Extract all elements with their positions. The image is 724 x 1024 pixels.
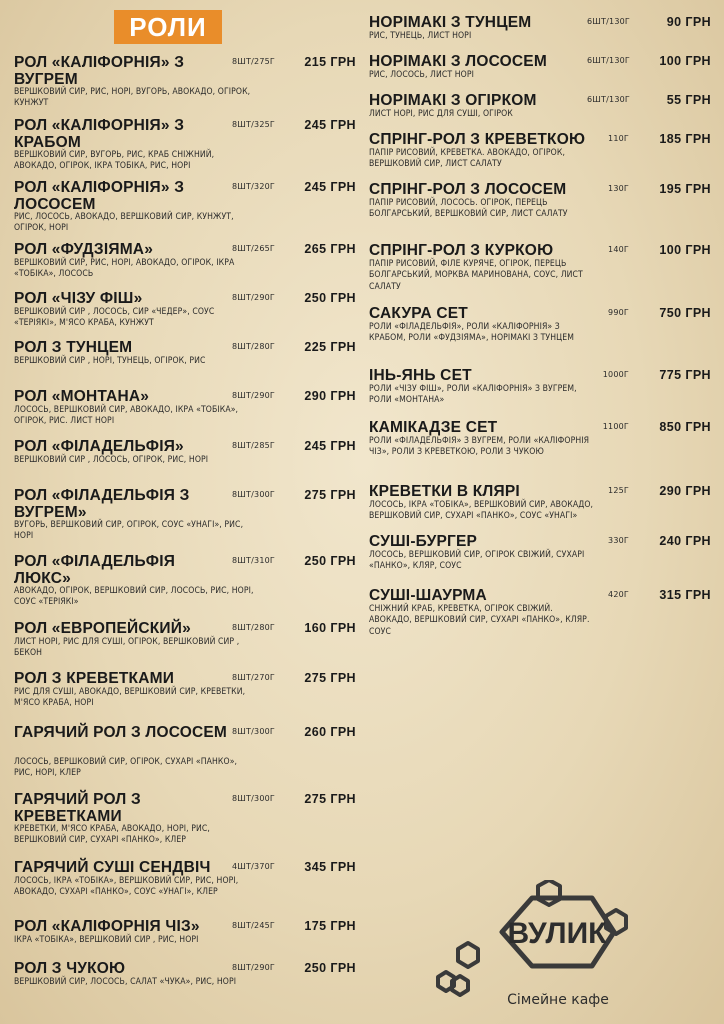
item-weight: 140Г [608, 245, 629, 254]
brand-logo [432, 880, 632, 1010]
item-description: ВЕРШКОВИЙ СИР, РИС, НОРІ, АВОКАДО, ОГІРОК, ІКРА «ТОБІКА», ЛОСОСЬ [14, 258, 235, 280]
item-name: РОЛ З ЧУКОЮ [14, 960, 126, 977]
item-weight: 8ШТ/275Г [232, 57, 275, 66]
item-price: 245 ГРН [304, 118, 356, 132]
item-description: АВОКАДО, ОГІРОК, ВЕРШКОВИЙ СИР, ЛОСОСЬ, РИС, НОРІ, СОУС «ТЕРІЯКІ» [14, 586, 254, 608]
item-description: РИС ДЛЯ СУШІ, АВОКАДО, ВЕРШКОВИЙ СИР, КРЕВЕТКИ, М'ЯСО КРАБА, НОРІ [14, 687, 246, 709]
item-weight: 8ШТ/300Г [232, 794, 275, 803]
item-description: СНІЖНИЙ КРАБ, КРЕВЕТКА, ОГІРОК СВІЖИЙ. АВОКАДО, ВЕРШКОВИЙ СИР, СУХАРІ «ПАНКО», КЛЯР. СОУС [369, 604, 590, 637]
item-name: ГАРЯЧИЙ СУШІ СЕНДВІЧ [14, 859, 211, 876]
item-weight: 8ШТ/270Г [232, 673, 275, 682]
item-weight: 8ШТ/280Г [232, 342, 275, 351]
item-weight: 330Г [608, 536, 629, 545]
item-weight: 6ШТ/130Г [587, 56, 630, 65]
item-name: СУШІ-ШАУРМА [369, 587, 487, 604]
item-description: ЛИСТ НОРІ, РИС ДЛЯ СУШІ, ОГІРОК, ВЕРШКОВИЙ СИР , БЕКОН [14, 637, 240, 659]
item-price: 850 ГРН [659, 420, 711, 434]
item-name: РОЛ «ФІЛАДЕЛЬФІЯ» [14, 438, 184, 455]
item-weight: 8ШТ/320Г [232, 182, 275, 191]
item-price: 275 ГРН [304, 792, 356, 806]
item-description: ВЕРШКОВИЙ СИР, ЛОСОСЬ, САЛАТ «ЧУКА», РИС, НОРІ [14, 977, 237, 987]
item-name: СПРІНГ-РОЛ З КРЕВЕТКОЮ [369, 131, 586, 148]
item-name: КАМІКАДЗЕ СЕТ [369, 419, 498, 436]
item-price: 250 ГРН [304, 554, 356, 568]
item-price: 315 ГРН [659, 588, 711, 602]
item-price: 90 ГРН [666, 15, 711, 29]
item-description: РИС, ТУНЕЦЬ, ЛИСТ НОРІ [369, 31, 472, 41]
item-description: ВЕРШКОВИЙ СИР, ВУГОРЬ, РИС, КРАБ СНІЖНИЙ, АВОКАДО, ОГІРОК, ІКРА ТОБІКА, РИС, НОРІ [14, 150, 215, 172]
item-name: НОРІМАКІ З ЛОСОСЕМ [369, 53, 547, 70]
item-price: 290 ГРН [304, 389, 356, 403]
hexagon-icon [458, 943, 478, 967]
item-price: 775 ГРН [659, 368, 711, 382]
item-name: РОЛ З КРЕВЕТКАМИ [14, 670, 175, 687]
item-name: РОЛ «КАЛІФОРНІЯ» З ВУГРЕМ [14, 54, 185, 88]
item-weight: 8ШТ/300Г [232, 727, 275, 736]
item-price: 185 ГРН [659, 132, 711, 146]
item-description: ВЕРШКОВИЙ СИР , НОРІ, ТУНЕЦЬ, ОГІРОК, РИС [14, 356, 206, 366]
item-name: РОЛ «ФІЛАДЕЛЬФІЯ ЛЮКС» [14, 553, 176, 587]
item-weight: 6ШТ/130Г [587, 95, 630, 104]
item-weight: 8ШТ/290Г [232, 963, 275, 972]
item-description: ЛОСОСЬ, ІКРА «ТОБІКА», ВЕРШКОВИЙ СИР, РИС, НОРІ, АВОКАДО, СУХАРІ «ПАНКО», СОУС «УНАГІ», КЛЕР [14, 876, 239, 898]
item-description: ВЕРШКОВИЙ СИР , ЛОСОСЬ, ОГІРОК, РИС, НОРІ [14, 455, 209, 465]
item-name: РОЛ «МОНТАНА» [14, 388, 150, 405]
item-price: 345 ГРН [304, 860, 356, 874]
item-description: ПАПІР РИСОВИЙ, КРЕВЕТКА. АВОКАДО, ОГІРОК, ВЕРШКОВИЙ СИР, ЛИСТ САЛАТУ [369, 148, 566, 170]
item-name: РОЛ «ЕВРОПЕЙСКИЙ» [14, 620, 191, 637]
item-name: НОРІМАКІ З ТУНЦЕМ [369, 14, 532, 31]
item-weight: 8ШТ/245Г [232, 921, 275, 930]
item-price: 160 ГРН [304, 621, 356, 635]
item-price: 225 ГРН [304, 340, 356, 354]
item-weight: 990Г [608, 308, 629, 317]
item-description: ВУГОРЬ, ВЕРШКОВИЙ СИР, ОГІРОК, СОУС «УНАГІ», РИС, НОРІ [14, 520, 244, 542]
item-weight: 8ШТ/300Г [232, 490, 275, 499]
item-name: РОЛ «КАЛІФОРНІЯ ЧІЗ» [14, 918, 200, 935]
item-name: ІНЬ-ЯНЬ СЕТ [369, 367, 472, 384]
item-description: ВЕРШКОВИЙ СИР , ЛОСОСЬ, СИР «ЧЕДЕР», СОУС «ТЕРІЯКІ», М'ЯСО КРАБА, КУНЖУТ [14, 307, 215, 329]
item-description: ВЕРШКОВИЙ СИР, РИС, НОРІ, ВУГОРЬ, АВОКАДО, ОГІРОК, КУНЖУТ [14, 87, 251, 109]
item-description: РОЛИ «ФІЛАДЕЛЬФІЯ», РОЛИ «КАЛІФОРНІЯ» З КРАБОМ, РОЛИ «ФУДЗІЯМА», НОРІМАКІ З ТУНЦЕМ [369, 322, 574, 344]
item-name: СПРІНГ-РОЛ З ЛОСОСЕМ [369, 181, 567, 198]
item-price: 240 ГРН [659, 534, 711, 548]
hexagon-icon [538, 880, 560, 905]
item-weight: 8ШТ/280Г [232, 623, 275, 632]
item-price: 750 ГРН [659, 306, 711, 320]
logo-tagline: Сімейне кафе [507, 992, 609, 1008]
item-name: ГАРЯЧИЙ РОЛ З ЛОСОСЕМ [14, 724, 228, 741]
item-weight: 8ШТ/265Г [232, 244, 275, 253]
item-weight: 8ШТ/290Г [232, 293, 275, 302]
item-description: ЛОСОСЬ, ВЕРШКОВИЙ СИР, АВОКАДО, ІКРА «ТОБІКА», ОГІРОК, РИС. ЛИСТ НОРІ [14, 405, 239, 427]
item-description: ЛОСОСЬ, ВЕРШКОВИЙ СИР, ОГІРОК СВІЖИЙ, СУХАРІ «ПАНКО», КЛЯР, СОУС [369, 550, 585, 572]
item-price: 195 ГРН [659, 182, 711, 196]
item-description: РОЛИ «ФІЛАДЕЛЬФІЯ» З ВУГРЕМ, РОЛИ «КАЛІФОРНІЯ ЧІЗ», РОЛИ З КРЕВЕТКОЮ, РОЛИ З ЧУКОЮ [369, 436, 590, 458]
item-price: 245 ГРН [304, 439, 356, 453]
item-description: ЛОСОСЬ, ІКРА «ТОБІКА», ВЕРШКОВИЙ СИР, АВОКАДО, ВЕРШКОВИЙ СИР, СУХАРІ «ПАНКО», СОУС «УНАГІ» [369, 500, 594, 522]
item-description: ЛОСОСЬ, ВЕРШКОВИЙ СИР, ОГІРОК, СУХАРІ «ПАНКО», РИС, НОРІ, КЛЕР [14, 757, 238, 779]
item-name: КРЕВЕТКИ В КЛЯРІ [369, 483, 520, 500]
item-weight: 4ШТ/370Г [232, 862, 275, 871]
item-name: РОЛ З ТУНЦЕМ [14, 339, 133, 356]
item-price: 290 ГРН [659, 484, 711, 498]
item-price: 245 ГРН [304, 180, 356, 194]
item-name: РОЛ «ЧІЗУ ФІШ» [14, 290, 143, 307]
item-price: 100 ГРН [659, 54, 711, 68]
item-description: ЛИСТ НОРІ, РИС ДЛЯ СУШІ, ОГІРОК [369, 109, 513, 119]
item-weight: 1000Г [602, 370, 629, 379]
item-description: РИС, ЛОСОСЬ, ЛИСТ НОРІ [369, 70, 474, 80]
item-price: 215 ГРН [304, 55, 356, 69]
item-price: 250 ГРН [304, 961, 356, 975]
logo-brand: ВУЛИК [507, 917, 607, 950]
item-description: РОЛИ «ЧІЗУ ФІШ», РОЛИ «КАЛІФОРНІЯ» З ВУГРЕМ, РОЛИ «МОНТАНА» [369, 384, 577, 406]
item-price: 260 ГРН [304, 725, 356, 739]
item-weight: 130Г [608, 184, 629, 193]
item-name: САКУРА СЕТ [369, 305, 468, 322]
item-name: РОЛ «КАЛІФОРНІЯ» З КРАБОМ [14, 117, 185, 151]
item-description: ІКРА «ТОБІКА», ВЕРШКОВИЙ СИР , РИС, НОРІ [14, 935, 199, 945]
item-price: 265 ГРН [304, 242, 356, 256]
item-weight: 1100Г [602, 422, 629, 431]
item-price: 275 ГРН [304, 671, 356, 685]
item-name: НОРІМАКІ З ОГІРКОМ [369, 92, 537, 109]
item-description: КРЕВЕТКИ, М'ЯСО КРАБА, АВОКАДО, НОРІ, РИС, ВЕРШКОВИЙ СИР, СУХАРІ «ПАНКО», КЛЕР [14, 824, 210, 846]
item-price: 275 ГРН [304, 488, 356, 502]
item-name: ГАРЯЧИЙ РОЛ З КРЕВЕТКАМИ [14, 791, 141, 825]
item-name: РОЛ «ФІЛАДЕЛЬФІЯ З ВУГРЕМ» [14, 487, 190, 521]
item-name: РОЛ «КАЛІФОРНІЯ» З ЛОСОСЕМ [14, 179, 185, 213]
item-price: 250 ГРН [304, 291, 356, 305]
section-heading: РОЛИ [114, 10, 222, 44]
item-description: ПАПІР РИСОВИЙ, ФІЛЕ КУРЯЧЕ, ОГІРОК, ПЕРЕЦЬ БОЛГАРСЬКИЙ, МОРКВА МАРИНОВАНА, СОУС, ЛИСТ САЛАТУ [369, 259, 583, 292]
item-weight: 8ШТ/290Г [232, 391, 275, 400]
item-weight: 8ШТ/310Г [232, 556, 275, 565]
item-description: РИС, ЛОСОСЬ, АВОКАДО, ВЕРШКОВИЙ СИР, КУНЖУТ, ОГІРОК, НОРІ [14, 212, 234, 234]
item-weight: 110Г [608, 134, 629, 143]
item-price: 55 ГРН [666, 93, 711, 107]
item-weight: 8ШТ/285Г [232, 441, 275, 450]
item-weight: 6ШТ/130Г [587, 17, 630, 26]
item-weight: 125Г [608, 486, 629, 495]
item-name: СУШІ-БУРГЕР [369, 533, 478, 550]
item-description: ПАПІР РИСОВИЙ, ЛОСОСЬ. ОГІРОК, ПЕРЕЦЬ БОЛГАРСЬКИЙ, ВЕРШКОВИЙ СИР, ЛИСТ САЛАТУ [369, 198, 568, 220]
item-name: СПРІНГ-РОЛ З КУРКОЮ [369, 242, 554, 259]
item-name: РОЛ «ФУДЗІЯМА» [14, 241, 154, 258]
item-weight: 420Г [608, 590, 629, 599]
item-price: 100 ГРН [659, 243, 711, 257]
item-weight: 8ШТ/325Г [232, 120, 275, 129]
item-price: 175 ГРН [304, 919, 356, 933]
